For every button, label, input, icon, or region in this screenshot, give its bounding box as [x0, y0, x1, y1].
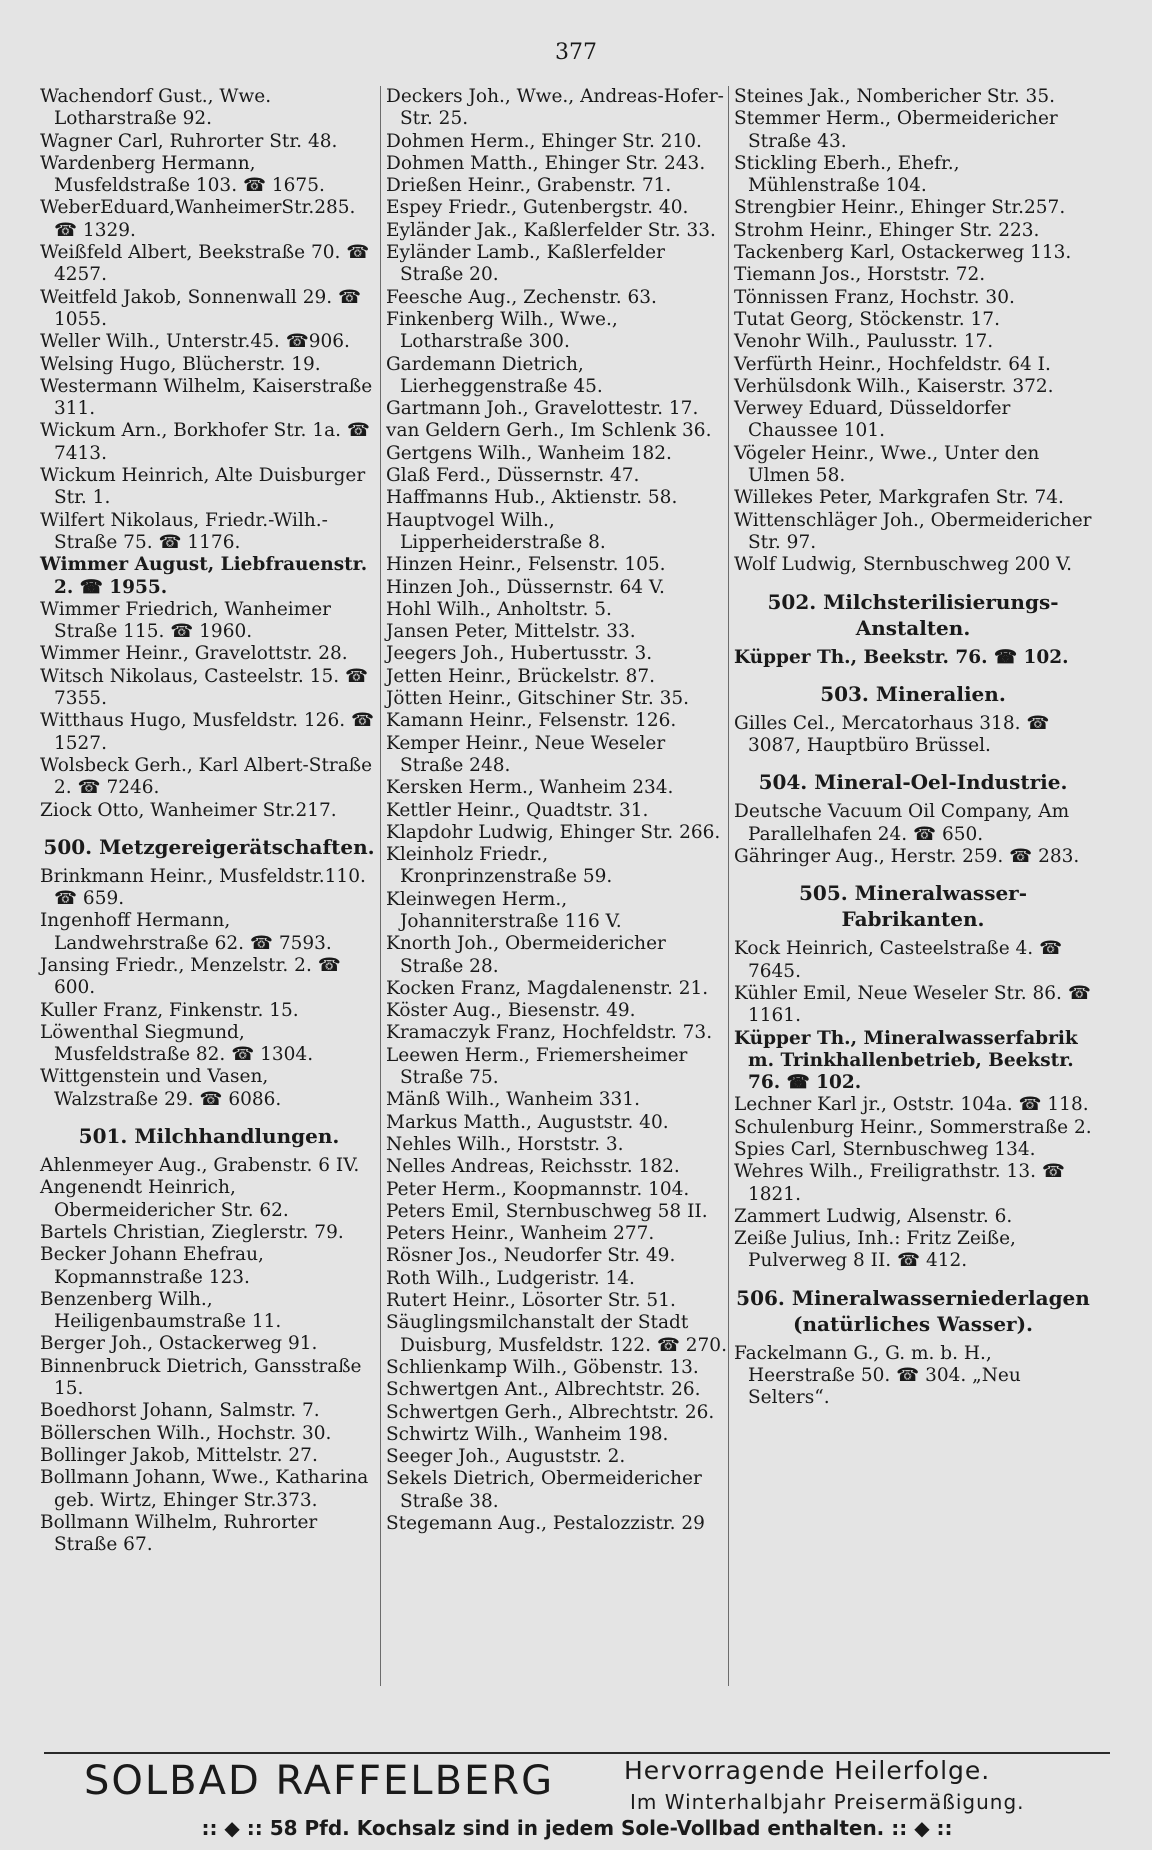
directory-entry: Hauptvogel Wilh., Lipperheiderstraße 8. — [386, 509, 606, 553]
directory-entry: Wimmer Friedrich, Wanheimer Straße 115. ☎ 1960. — [40, 598, 332, 643]
directory-entry: Deutsche Vacuum Oil Company, Am Parallelhafen 24. ☎ 650. — [734, 801, 1070, 845]
section-heading: 501. Milchhandlungen. — [78, 1124, 340, 1149]
directory-entry: Jeegers Joh., Hubertusstr. 3. — [386, 643, 653, 665]
directory-entry: Schlienkamp Wilh., Göbenstr. 13. — [386, 1356, 699, 1378]
directory-entry: Klapdohr Ludwig, Ehinger Str. 266. — [386, 821, 721, 843]
section-heading: 500. Metzgereigerätschaften. — [43, 834, 375, 859]
directory-entry: Boedhorst Johann, Salmstr. 7. — [40, 1400, 320, 1422]
directory-entry: Küpper Th., Mineralwasserfabrik m. Trinkhallenbetrieb, Beekstr. 76. ☎ 102. — [734, 1027, 1078, 1094]
directory-entry: Nehles Wilh., Horststr. 3. — [386, 1133, 624, 1155]
directory-column-1 — [40, 86, 378, 1556]
directory-entry: Wachendorf Gust., Wwe. Lotharstraße 92. — [40, 86, 272, 130]
directory-entry: Kettler Heinr., Quadtstr. 31. — [386, 799, 649, 821]
directory-entry: Gartmann Joh., Gravelottestr. 17. — [386, 398, 699, 420]
directory-entry: Tackenberg Karl, Ostackerweg 113. — [734, 242, 1072, 264]
directory-entry: Brinkmann Heinr., Musfeldstr.110. ☎ 659. — [40, 865, 366, 910]
directory-entry: Drießen Heinr., Grabenstr. 71. — [386, 175, 672, 197]
advertisement-tagline: Im Winterhalbjahr Preisermäßigung. — [630, 1790, 1025, 1814]
directory-entry: Steines Jak., Nombericher Str. 35. — [734, 86, 1055, 107]
section-heading: 504. Mineral-Oel-Industrie. — [758, 770, 1068, 795]
directory-entry: Schwirtz Wilh., Wanheim 198. — [386, 1423, 669, 1445]
directory-entry: Strengbier Heinr., Ehinger Str.257. — [734, 197, 1066, 219]
directory-entry: Wolsbeck Gerh., Karl Albert-Straße 2. ☎ 7246. — [40, 754, 373, 799]
section-heading: 502. Milchsterilisierungs-Anstalten. — [767, 589, 1059, 640]
directory-column-2 — [386, 86, 730, 1535]
directory-entry: Wimmer Heinr., Gravelottstr. 28. — [40, 643, 348, 665]
directory-entry: Wittenschläger Joh., Obermeidericher Str. 97. — [734, 509, 1092, 553]
directory-entry: Spies Carl, Sternbuschweg 134. — [734, 1138, 1036, 1160]
directory-entry: Verwey Eduard, Düsseldorfer Chaussee 101. — [734, 398, 1011, 442]
advertisement-banner — [44, 1752, 1110, 1838]
directory-entry: Verhülsdonk Wilh., Kaiserstr. 372. — [734, 375, 1054, 397]
directory-entry: Finkenberg Wilh., Wwe., Lotharstraße 300. — [386, 308, 618, 353]
directory-entry: Peter Herm., Koopmannstr. 104. — [386, 1178, 690, 1200]
directory-entry: Ingenhoff Hermann, Landwehrstraße 62. ☎ 7593. — [40, 910, 332, 954]
advertisement-logo: SOLBAD RAFFELBERG — [84, 1758, 555, 1804]
directory-entry: Espey Friedr., Gutenbergstr. 40. — [386, 197, 689, 219]
directory-entry: Deckers Joh., Wwe., Andreas-Hofer-Str. 25. — [386, 86, 724, 130]
directory-entry: Wolf Ludwig, Sternbuschweg 200 V. — [734, 554, 1072, 576]
directory-entry: Gilles Cel., Mercatorhaus 318. ☎ 3087, Hauptbüro Brüssel. — [734, 712, 1050, 757]
directory-entry: Mänß Wilh., Wanheim 331. — [386, 1089, 640, 1111]
directory-entry: Fackelmann G., G. m. b. H., Heerstraße 50. ☎ 304. „Neu Selters“. — [734, 1342, 1021, 1409]
directory-entry: Binnenbruck Dietrich, Gansstraße 15. — [40, 1355, 362, 1400]
directory-entry: Löwenthal Siegmund, Musfeldstraße 82. ☎ 1304. — [40, 1021, 314, 1066]
directory-entry: Berger Joh., Ostackerweg 91. — [40, 1333, 318, 1355]
directory-entry: Säuglingsmilchanstalt der Stadt Duisburg, Musfeldstr. 122. ☎ 270. — [386, 1312, 727, 1356]
directory-entry: Wickum Arn., Borkhofer Str. 1a. ☎ 7413. — [40, 420, 370, 464]
directory-entry: Gertgens Wilh., Wanheim 182. — [386, 442, 672, 464]
directory-entry: Rutert Heinr., Lösorter Str. 51. — [386, 1290, 676, 1312]
column-divider — [380, 86, 381, 1686]
directory-entry: Haffmanns Hub., Aktienstr. 58. — [386, 487, 678, 509]
advertisement-tagline: Hervorragende Heilerfolge. — [624, 1756, 991, 1785]
directory-entry: Wilfert Nikolaus, Friedr.-Wilh.-Straße 75. ☎ 1176. — [40, 509, 328, 553]
section-heading: 505. Mineralwasser-Fabrikanten. — [798, 881, 1028, 932]
directory-entry: Stickling Eberh., Ehefr., Mühlenstraße 104. — [734, 152, 960, 197]
directory-entry: Jetten Heinr., Brückelstr. 87. — [386, 665, 656, 687]
directory-entry: Kleinholz Friedr., Kronprinzenstraße 59. — [386, 844, 613, 888]
directory-entry: Seeger Joh., Auguststr. 2. — [386, 1446, 626, 1468]
directory-entry: Glaß Ferd., Düssernstr. 47. — [386, 465, 640, 487]
directory-entry: Schulenburg Heinr., Sommerstraße 2. — [734, 1116, 1092, 1138]
directory-entry: Bartels Christian, Zieglerstr. 79. — [40, 1221, 344, 1243]
directory-entry: Benzenberg Wilh., Heiligenbaumstraße 11. — [40, 1288, 282, 1333]
directory-entry: Peters Emil, Sternbuschweg 58 II. — [386, 1200, 708, 1222]
directory-entry: Feesche Aug., Zechenstr. 63. — [386, 286, 657, 308]
directory-entry: Jansen Peter, Mittelstr. 33. — [386, 621, 636, 643]
directory-entry: Hohl Wilh., Anholtstr. 5. — [386, 598, 612, 620]
section-heading: 503. Mineralien. — [820, 681, 1006, 706]
directory-entry: Dohmen Matth., Ehinger Str. 243. — [386, 152, 706, 174]
advertisement-footer-line: :: ◆ :: 58 Pfd. Kochsalz sind in jedem Sole-Vollbad enthalten. :: ◆ :: — [201, 1816, 953, 1840]
directory-entry: Tutat Georg, Stöckenstr. 17. — [734, 308, 1000, 330]
directory-entry: Strohm Heinr., Ehinger Str. 223. — [734, 219, 1040, 241]
directory-entry: Lechner Karl jr., Oststr. 104a. ☎ 118. — [734, 1094, 1089, 1116]
directory-entry: Rösner Jos., Neudorfer Str. 49. — [386, 1245, 676, 1267]
directory-entry: Kuller Franz, Finkenstr. 15. — [40, 999, 299, 1021]
directory-entry: Jötten Heinr., Gitschiner Str. 35. — [386, 688, 690, 710]
directory-entry: Tiemann Jos., Horststr. 72. — [734, 264, 986, 286]
directory-entry: Wittgenstein und Vasen, Walzstraße 29. ☎ 6086. — [40, 1066, 282, 1110]
directory-entry: Eyländer Jak., Kaßlerfelder Str. 33. — [386, 219, 716, 241]
directory-entry: Ziock Otto, Wanheimer Str.217. — [40, 799, 337, 821]
directory-entry: Gardemann Dietrich, Lierheggenstraße 45. — [386, 353, 603, 397]
directory-entry: Hinzen Heinr., Felsenstr. 105. — [386, 554, 666, 576]
directory-entry: Verfürth Heinr., Hochfeldstr. 64 I. — [734, 353, 1051, 375]
directory-entry: Köster Aug., Biesenstr. 49. — [386, 1000, 636, 1022]
directory-entry: Kühler Emil, Neue Weseler Str. 86. ☎ 1161. — [734, 982, 1091, 1027]
directory-entry: Peters Heinr., Wanheim 277. — [386, 1223, 655, 1245]
directory-entry: Roth Wilh., Ludgeristr. 14. — [386, 1267, 635, 1289]
directory-entry: Schwertgen Gerh., Albrechtstr. 26. — [386, 1401, 715, 1423]
directory-entry: Kamann Heinr., Felsenstr. 126. — [386, 710, 677, 732]
directory-entry: Witsch Nikolaus, Casteelstr. 15. ☎ 7355. — [40, 665, 369, 710]
directory-entry: Dohmen Herm., Ehinger Str. 210. — [386, 130, 702, 152]
directory-entry: WeberEduard,WanheimerStr.285. ☎ 1329. — [40, 197, 356, 241]
directory-entry: Eyländer Lamb., Kaßlerfelder Straße 20. — [386, 242, 665, 286]
directory-entry: Küpper Th., Beekstr. 76. ☎ 102. — [734, 646, 1069, 668]
directory-entry: Vögeler Heinr., Wwe., Unter den Ulmen 58. — [734, 442, 1040, 487]
directory-entry: Witthaus Hugo, Musfeldstr. 126. ☎ 1527. — [40, 710, 375, 754]
directory-entry: Kock Heinrich, Casteelstraße 4. ☎ 7645. — [734, 938, 1063, 982]
directory-entry: Kramaczyk Franz, Hochfeldstr. 73. — [386, 1022, 713, 1044]
directory-entry: Westermann Wilhelm, Kaiserstraße 311. — [40, 375, 373, 420]
section-heading: 506. Mineralwasserniederlagen (natürliches Wasser). — [736, 1285, 1090, 1336]
directory-entry: Wehres Wilh., Freiligrathstr. 13. ☎ 1821. — [734, 1161, 1065, 1205]
directory-entry: Weitfeld Jakob, Sonnenwall 29. ☎ 1055. — [40, 286, 362, 330]
directory-entry: Tönnissen Franz, Hochstr. 30. — [734, 286, 1015, 308]
directory-entry: Zammert Ludwig, Alsenstr. 6. — [734, 1205, 1013, 1227]
directory-entry: Knorth Joh., Obermeidericher Straße 28. — [386, 933, 666, 977]
directory-entry: Markus Matth., Auguststr. 40. — [386, 1111, 669, 1133]
directory-entry: Welsing Hugo, Blücherstr. 19. — [40, 353, 321, 375]
directory-entry: Zeiße Julius, Inh.: Fritz Zeiße, Pulverweg 8 II. ☎ 412. — [734, 1228, 1016, 1272]
directory-entry: Kocken Franz, Magdalenenstr. 21. — [386, 977, 709, 999]
directory-entry: Jansing Friedr., Menzelstr. 2. ☎ 600. — [40, 954, 341, 999]
directory-entry: Becker Johann Ehefrau, Kopmannstraße 123. — [40, 1244, 264, 1288]
directory-entry: Sekels Dietrich, Obermeidericher Straße 38. — [386, 1468, 702, 1512]
directory-entry: Leewen Herm., Friemersheimer Straße 75. — [386, 1044, 688, 1089]
directory-entry: Ahlenmeyer Aug., Grabenstr. 6 IV. — [40, 1155, 360, 1177]
directory-entry: Schwertgen Ant., Albrechtstr. 26. — [386, 1379, 701, 1401]
directory-entry: Kemper Heinr., Neue Weseler Straße 248. — [386, 732, 666, 776]
directory-entry: Bollmann Wilhelm, Ruhrorter Straße 67. — [40, 1511, 318, 1556]
directory-entry: Willekes Peter, Markgrafen Str. 74. — [734, 487, 1064, 509]
directory-entry: Hinzen Joh., Düssernstr. 64 V. — [386, 576, 665, 598]
directory-entry: Wickum Heinrich, Alte Duisburger Str. 1. — [40, 465, 366, 509]
directory-entry: Venohr Wilh., Paulusstr. 17. — [734, 331, 994, 353]
directory-entry: Bollmann Johann, Wwe., Katharina geb. Wirtz, Ehinger Str.373. — [40, 1467, 369, 1511]
directory-entry: Böllerschen Wilh., Hochstr. 30. — [40, 1422, 332, 1444]
directory-entry: Weller Wilh., Unterstr.45. ☎906. — [40, 331, 350, 353]
directory-entry: Wimmer August, Liebfrauenstr. 2. ☎ 1955. — [40, 554, 368, 598]
directory-entry: Wagner Carl, Ruhrorter Str. 48. — [40, 130, 338, 152]
directory-entry: Angenendt Heinrich, Obermeidericher Str. 62. — [40, 1177, 289, 1221]
directory-entry: Kersken Herm., Wanheim 234. — [386, 777, 674, 799]
directory-entry: Nelles Andreas, Reichsstr. 182. — [386, 1156, 680, 1178]
directory-entry: Wardenberg Hermann, Musfeldstraße 103. ☎ 1675. — [40, 152, 325, 197]
directory-entry: Kleinwegen Herm., Johanniterstraße 116 V. — [386, 888, 622, 932]
directory-column-3 — [734, 86, 1092, 1410]
directory-entry: Stegemann Aug., Pestalozzistr. 29 — [386, 1513, 705, 1534]
directory-entry: Bollinger Jakob, Mittelstr. 27. — [40, 1444, 318, 1466]
page-number: 377 — [555, 40, 597, 65]
directory-entry: Gähringer Aug., Herstr. 259. ☎ 283. — [734, 846, 1080, 868]
directory-entry: Weißfeld Albert, Beekstraße 70. ☎ 4257. — [40, 242, 370, 286]
directory-entry: Stemmer Herm., Obermeidericher Straße 43. — [734, 108, 1058, 152]
directory-entry: van Geldern Gerh., Im Schlenk 36. — [386, 420, 712, 442]
